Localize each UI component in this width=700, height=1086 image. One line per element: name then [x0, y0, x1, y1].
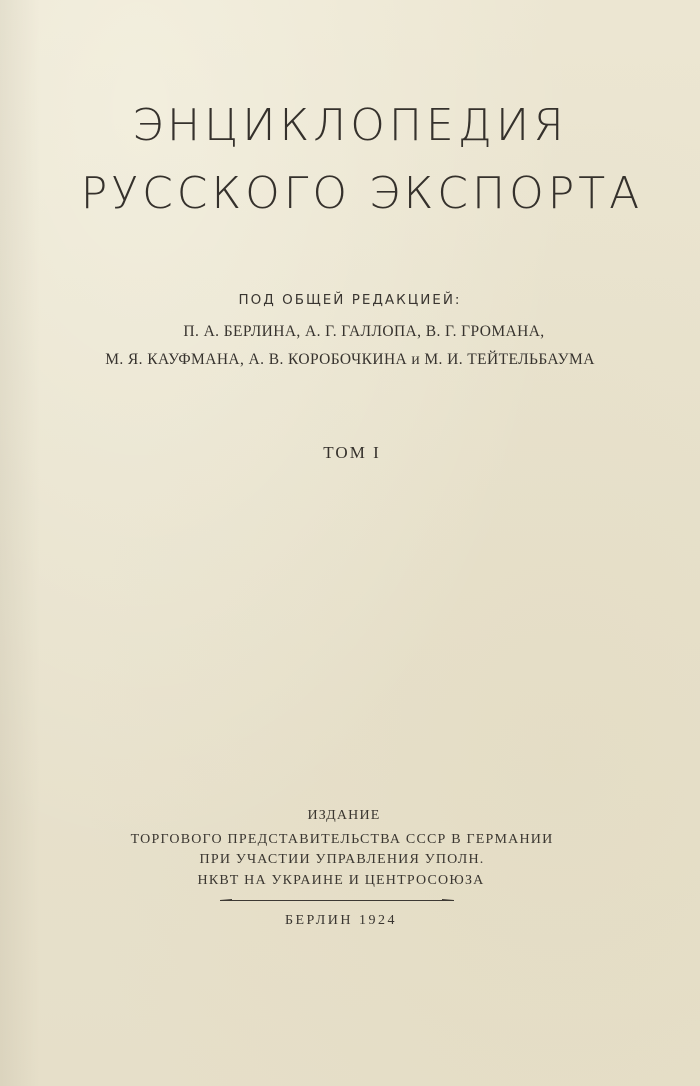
publisher-line-3: НКВТ НА УКРАИНЕ И ЦЕНТРОСОЮЗА [197, 873, 485, 888]
title-line-2: РУССКОГО ЭКСПОРТА [80, 168, 644, 219]
imprint-city-year: БЕРЛИН 1924 [284, 913, 398, 928]
decorative-rule [220, 900, 454, 901]
title-line-1: ЭНЦИКЛОПЕДИЯ [132, 100, 568, 151]
editors-heading: ПОД ОБЩЕЙ РЕДАКЦИЕЙ: [238, 292, 462, 308]
publisher-line-2: ПРИ УЧАСТИИ УПРАВЛЕНИЯ УПОЛН. [199, 852, 485, 867]
editors-line-2: М. Я. КАУФМАНА, А. В. КОРОБОЧКИНА и М. И. ТЕЙТЕЛЬБАУМА [105, 351, 595, 368]
publisher-line-1: ТОРГОВОГО ПРЕДСТАВИТЕЛЬСТВА СССР В ГЕРМАНИИ [130, 832, 554, 847]
editors-line-1: П. А. БЕРЛИНА, А. Г. ГАЛЛОПА, В. Г. ГРОМАНА, [183, 323, 545, 340]
volume-label: ТОМ I [323, 443, 381, 462]
publisher-heading: ИЗДАНИЕ [307, 808, 381, 823]
